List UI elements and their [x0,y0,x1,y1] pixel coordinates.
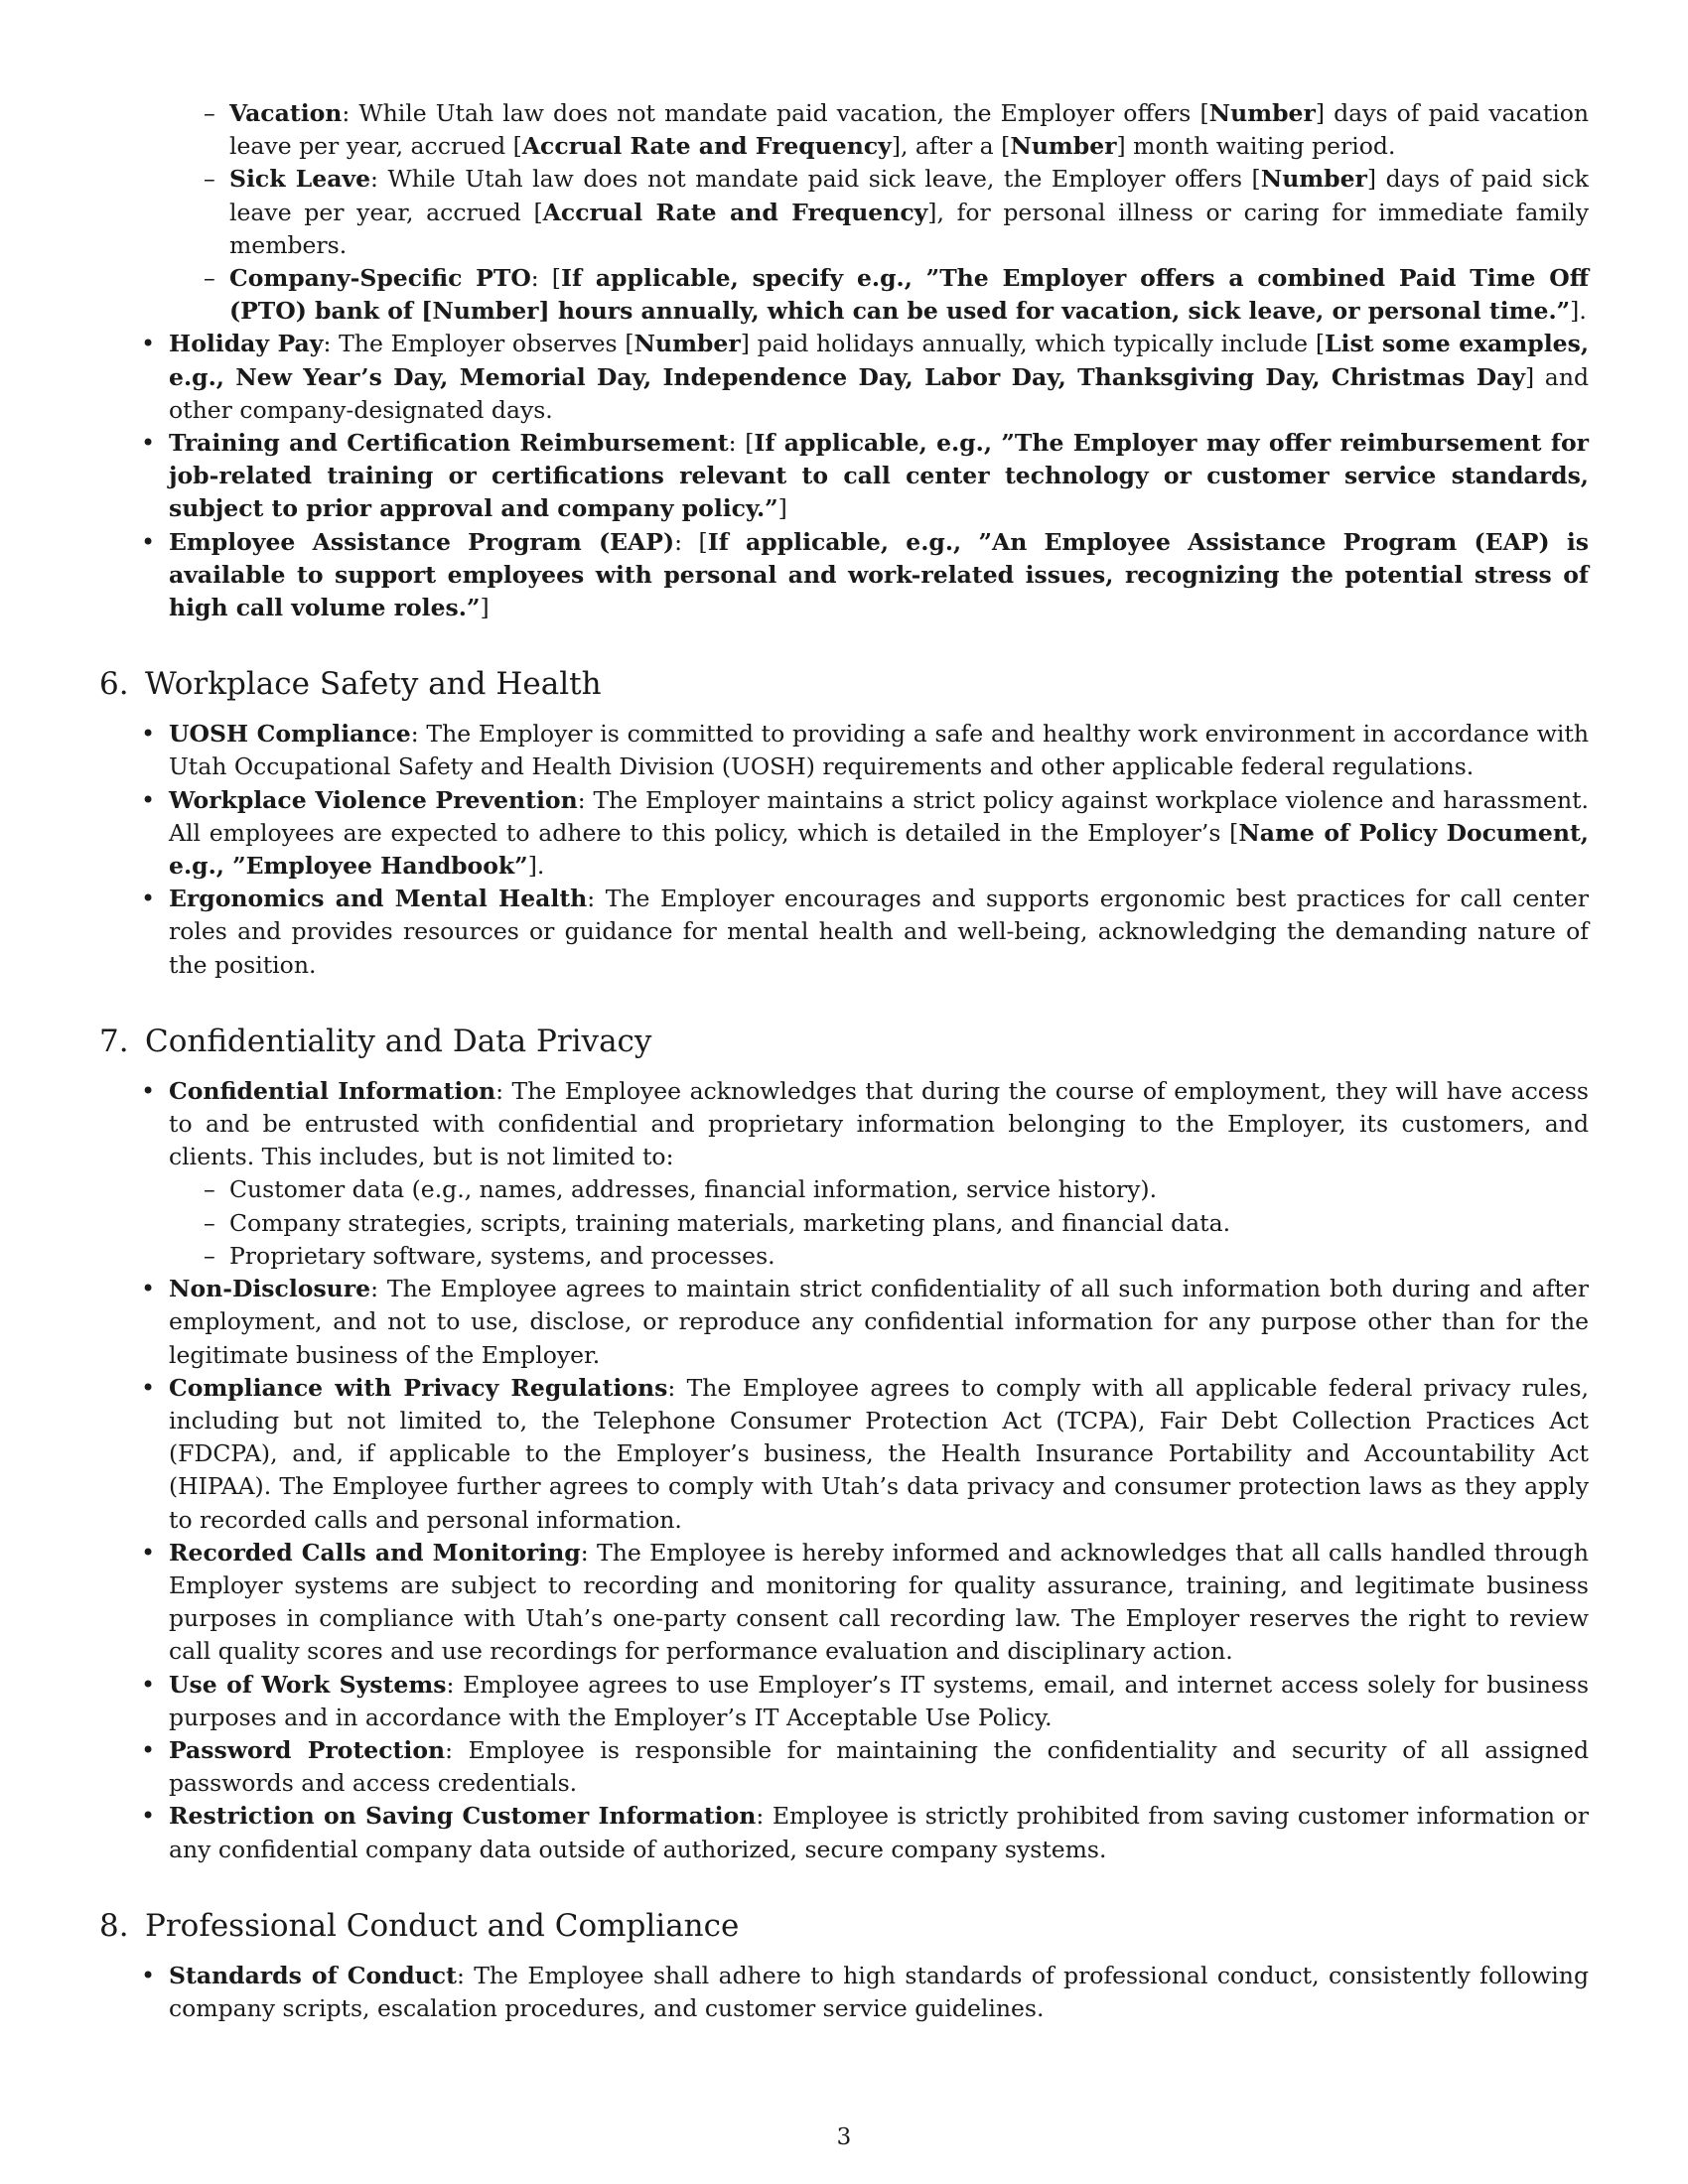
section-6-list [99,718,1589,982]
company-pto-term: Company-Specific PTO [229,264,531,293]
document-body [99,97,1589,2025]
page-number: 3 [836,2124,852,2150]
eap-item: • Employee Assistance Program (EAP): [If applicable, e.g., ”An Employee Assistance Program (EAP) is available to support employees with personal and work-related issues, recognizing the potential stress of high call volume roles.”] [99,526,1589,625]
section-7-heading: 7. Confidentiality and Data Privacy [99,1023,652,1059]
confidential-sublist [169,1173,1589,1273]
standards-of-conduct-item: • Standards of Conduct: The Employee shall adhere to high standards of professional conduct, consistently following company scripts, escalation procedures, and customer service guidelines. [99,1960,1589,2025]
benefits-list [99,328,1589,624]
section-7-list [99,1075,1589,1866]
sick-leave-item: – Sick Leave: While Utah law does not mandate paid sick leave, the Employer offers [Number] days of paid sick leave per year, accrued [Accrual Rate and Frequency], for personal illness or caring for immediate family members. [99,163,1589,262]
section-8-list [99,1960,1589,2025]
list-item: – Customer data (e.g., names, addresses, financial information, service history). [169,1173,1589,1206]
vacation-term: Vacation [229,99,343,127]
ergonomics-item: • Ergonomics and Mental Health: The Employer encourages and supports ergonomic best practices for call center roles and provides resources or guidance for mental health and well-being, acknowledging the demanding nature of the position. [99,883,1589,982]
sick-leave-term: Sick Leave [229,165,371,194]
list-item: – Company strategies, scripts, training materials, marketing plans, and financial data. [169,1207,1589,1240]
training-reimbursement-item: • Training and Certification Reimbursement: [If applicable, e.g., ”The Employer may offer reimbursement for job-related training or certifications relevant to call center technology or customer service standards, subject to prior approval and company policy.”] [99,427,1589,526]
leave-subitems-list [99,97,1589,328]
work-systems-item: • Use of Work Systems: Employee agrees to use Employer’s IT systems, email, and internet access solely for business purposes and in accordance with the Employer’s IT Acceptable Use Policy. [99,1669,1589,1734]
uosh-compliance-item: • UOSH Compliance: The Employer is committed to providing a safe and healthy work environment in accordance with Utah Occupational Safety and Health Division (UOSH) requirements and other applicable federal regulations. [99,718,1589,783]
privacy-regulations-item: • Compliance with Privacy Regulations: The Employee agrees to comply with all applicable federal privacy rules, including but not limited to, the Telephone Consumer Protection Act (TCPA), Fair Debt Collection Practices Act (FDCPA), and, if applicable to the Employer’s business, the Health Insurance Portability and Accountability Act (HIPAA). The Employee further agrees to comply with Utah’s data privacy and consumer protection laws as they apply to recorded calls and personal information. [99,1372,1589,1537]
section-6-heading: 6. Workplace Safety and Health [99,666,602,703]
company-pto-item: – Company-Specific PTO: [If applicable, specify e.g., ”The Employer offers a combined Paid Time Off (PTO) bank of [Number] hours annually, which can be used for vacation, sick leave, or personal time.”]. [99,262,1589,328]
holiday-pay-item: • Holiday Pay: The Employer observes [Number] paid holidays annually, which typically include [List some examples, e.g., New Year’s Day, Memorial Day, Independence Day, Labor Day, Thanksgiving Day, Christmas Day] and other company-designated days. [99,328,1589,427]
confidential-information-item: • Confidential Information: The Employee acknowledges that during the course of employment, they will have access to and be entrusted with confidential and proprietary information belonging to the Employer, its customers, and clients. This includes, but is not limited to: – Customer data (e.g., names, addresses, financial information, service history). – Company strategies, scripts, training materials, marketing plans, and financial data. – Proprietary software, systems, and processes. [99,1075,1589,1273]
workplace-violence-item: • Workplace Violence Prevention: The Employer maintains a strict policy against workplace violence and harassment. All employees are expected to adhere to this policy, which is detailed in the Employer’s [Name of Policy Document, e.g., ”Employee Handbook”]. [99,784,1589,884]
vacation-item: – Vacation: While Utah law does not mandate paid vacation, the Employer offers [Number] days of paid vacation leave per year, accrued [Accrual Rate and Frequency], after a [Number] month waiting period. [99,97,1589,163]
restriction-saving-item: • Restriction on Saving Customer Information: Employee is strictly prohibited from saving customer information or any confidential company data outside of authorized, secure company systems. [99,1800,1589,1865]
recorded-calls-item: • Recorded Calls and Monitoring: The Employee is hereby informed and acknowledges that all calls handled through Employer systems are subject to recording and monitoring for quality assurance, training, and legitimate business purposes in compliance with Utah’s one-party consent call recording law. The Employer reserves the right to review call quality scores and use recordings for performance evaluation and disciplinary action. [99,1537,1589,1669]
section-8-heading: 8. Professional Conduct and Compliance [99,1907,740,1944]
non-disclosure-item: • Non-Disclosure: The Employee agrees to maintain strict confidentiality of all such information both during and after employment, and not to use, disclose, or reproduce any confidential information for any purpose other than for the legitimate business of the Employer. [99,1273,1589,1372]
list-item: – Proprietary software, systems, and processes. [169,1240,1589,1273]
password-protection-item: • Password Protection: Employee is responsible for maintaining the confidentiality and security of all assigned passwords and access credentials. [99,1734,1589,1800]
